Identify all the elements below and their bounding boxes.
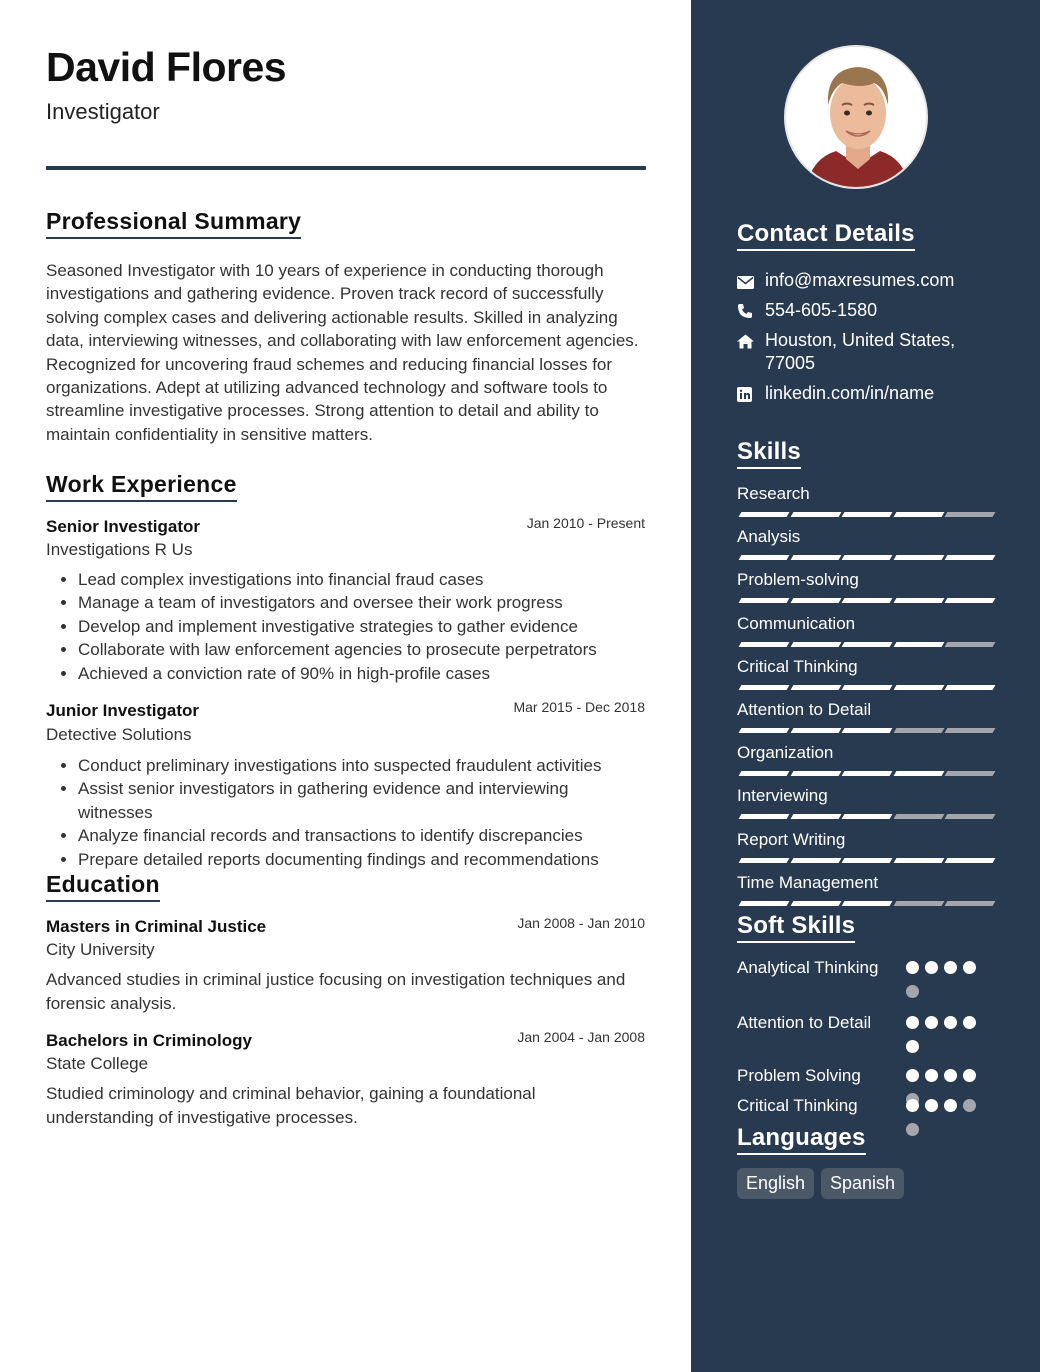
job-bullet: • Develop and implement investigative strategies to gather evidence xyxy=(78,615,648,638)
skill-level-segment xyxy=(945,858,996,863)
contact-linkedin[interactable] xyxy=(737,382,997,408)
job-bullet: • Conduct preliminary investigations into suspected fraudulent activities xyxy=(78,754,644,777)
skill-name: Communication xyxy=(737,613,856,633)
job-dates: Mar 2015 - Dec 2018 xyxy=(513,699,645,715)
job-company: Detective Solutions xyxy=(46,725,192,744)
skill-level-segment xyxy=(790,814,841,819)
skill-level-segment xyxy=(842,814,893,819)
soft-skill-dot xyxy=(906,961,919,974)
job-bullet: • Achieved a conviction rate of 90% in high-profile cases xyxy=(78,662,648,685)
job-bullet: • Lead complex investigations into financial fraud cases xyxy=(78,568,648,591)
job-bullets xyxy=(78,754,644,871)
edu-description: Advanced studies in criminal justice focusing on investigation techniques and forensic analysis. xyxy=(46,970,626,1013)
skill-level-segment xyxy=(842,858,893,863)
skill-level-segment xyxy=(945,598,996,603)
linkedin-icon xyxy=(737,382,765,408)
skill-level-segment xyxy=(945,512,996,517)
edu-dates: Jan 2008 - Jan 2010 xyxy=(517,915,645,931)
skill-name: Report Writing xyxy=(737,829,846,849)
skill-name: Organization xyxy=(737,743,834,763)
skill-level-segment xyxy=(945,685,996,690)
soft-skills-heading: Soft Skills xyxy=(737,912,855,943)
skill-level-segment xyxy=(790,858,841,863)
skill-level-segment xyxy=(842,901,893,906)
soft-skill-dot xyxy=(944,1016,957,1029)
skill-level-segment xyxy=(893,642,944,647)
skill-level-segment xyxy=(790,771,841,776)
skill-name: Interviewing xyxy=(737,786,828,806)
skill-level-segment xyxy=(739,685,790,690)
job-bullet: • Analyze financial records and transactions to identify discrepancies xyxy=(78,824,644,847)
skill-level-segment xyxy=(790,512,841,517)
skill-level-segment xyxy=(739,555,790,560)
summary-heading: Professional Summary xyxy=(46,208,301,239)
candidate-name: David Flores xyxy=(46,44,287,90)
language-pill: Spanish xyxy=(821,1168,904,1199)
home-icon xyxy=(737,329,765,375)
soft-skill-dot xyxy=(944,1099,957,1112)
summary-text: Seasoned Investigator with 10 years of experience in conducting thorough investigations and gathering evidence. Proven track record of successfully solving complex cases and delivering actionable results. Skilled in analyzing data, interviewing witnesses, and collaborating with law enforcement agencies. Recognized for uncovering fraud schemes and reducing financial losses for organizations. Adept at utilizing advanced technology and software tools to streamline investigative processes. Strong attention to detail and ability to maintain confidentiality in sensitive matters. xyxy=(46,261,639,444)
soft-skill-dot xyxy=(906,1016,919,1029)
languages-heading: Languages xyxy=(737,1124,866,1155)
skill-level-segment xyxy=(945,642,996,647)
skill-level-segment xyxy=(893,728,944,733)
contact-linkedin-text: linkedin.com/in/name xyxy=(765,383,935,403)
skill-level-segment xyxy=(739,814,790,819)
contact-heading: Contact Details xyxy=(737,220,915,251)
skill-level-segment xyxy=(842,598,893,603)
skill-level-segment xyxy=(945,728,996,733)
soft-skill-dot xyxy=(906,1123,919,1136)
soft-skill-dot xyxy=(925,1069,938,1082)
edu-school: City University xyxy=(46,940,155,959)
skills-heading: Skills xyxy=(737,438,801,469)
soft-skill-dot xyxy=(944,961,957,974)
skill-level-segment xyxy=(739,642,790,647)
job-company: Investigations R Us xyxy=(46,540,193,559)
soft-skill-dot xyxy=(906,985,919,998)
contact-email[interactable] xyxy=(737,269,997,295)
skill-level-segment xyxy=(893,901,944,906)
skill-level-bar xyxy=(737,814,993,820)
edu-degree: Bachelors in Criminology xyxy=(46,1031,252,1050)
soft-skill-dot xyxy=(963,1099,976,1112)
skill-level-bar xyxy=(737,642,993,648)
job-bullet: • Collaborate with law enforcement agencies to prosecute perpetrators xyxy=(78,638,648,661)
education-heading: Education xyxy=(46,871,160,902)
skill-level-segment xyxy=(893,858,944,863)
skill-name: Attention to Detail xyxy=(737,700,872,719)
edu-description: Studied criminology and criminal behavior, gaining a foundational understanding of investigative processes. xyxy=(46,1084,536,1127)
job-title: Junior Investigator xyxy=(46,701,200,720)
soft-skill-dot xyxy=(906,1069,919,1082)
skill-level-bar xyxy=(737,728,993,734)
edu-dates: Jan 2004 - Jan 2008 xyxy=(517,1029,645,1045)
skill-level-segment xyxy=(790,598,841,603)
contact-phone-text: 554-605-1580 xyxy=(765,300,878,320)
soft-skill-dot xyxy=(963,1069,976,1082)
job-bullet: • Assist senior investigators in gathering evidence and interviewing witnesses xyxy=(78,777,644,824)
skill-name: Critical Thinking xyxy=(737,656,858,676)
skill-name: Time Management xyxy=(737,872,879,892)
contact-address xyxy=(737,329,977,375)
soft-skill-dot xyxy=(963,961,976,974)
profile-photo-icon xyxy=(786,47,928,189)
skill-level-segment xyxy=(739,771,790,776)
skill-level-segment xyxy=(842,642,893,647)
skill-level-segment xyxy=(945,771,996,776)
skill-level-bar xyxy=(737,512,993,518)
skill-level-segment xyxy=(842,728,893,733)
contact-email-text: info@maxresumes.com xyxy=(765,270,955,290)
skill-level-segment xyxy=(790,642,841,647)
language-pill: English xyxy=(737,1168,814,1199)
edu-degree: Masters in Criminal Justice xyxy=(46,917,267,936)
skill-level-segment xyxy=(842,555,893,560)
skill-level-segment xyxy=(893,685,944,690)
soft-skill-dot xyxy=(906,1099,919,1112)
skill-name: Research xyxy=(737,484,810,503)
skill-level-segment xyxy=(945,814,996,819)
header-divider xyxy=(46,166,646,170)
skill-level-segment xyxy=(945,555,996,560)
soft-skill-dot xyxy=(925,961,938,974)
soft-skill-dot xyxy=(906,1040,919,1053)
skill-level-segment xyxy=(739,901,790,906)
skill-level-segment xyxy=(945,901,996,906)
soft-skill-dot xyxy=(963,1016,976,1029)
job-bullet: • Manage a team of investigators and oversee their work progress xyxy=(78,591,648,614)
soft-skill-name: Attention to Detail xyxy=(737,1013,872,1032)
contact-address-text: Houston, United States, 77005 xyxy=(765,330,956,373)
skill-level-segment xyxy=(893,598,944,603)
soft-skill-dot xyxy=(944,1069,957,1082)
skill-name: Problem-solving xyxy=(737,570,859,590)
skill-level-segment xyxy=(893,512,944,517)
skill-level-bar xyxy=(737,598,993,604)
job-title: Senior Investigator xyxy=(46,517,200,536)
skill-level-segment xyxy=(893,555,944,560)
skill-level-segment xyxy=(739,512,790,517)
envelope-icon xyxy=(737,269,765,295)
skill-level-segment xyxy=(893,771,944,776)
skill-level-bar xyxy=(737,858,993,864)
skill-level-segment xyxy=(842,685,893,690)
soft-skill-name: Problem Solving xyxy=(737,1066,861,1085)
skill-level-bar xyxy=(737,555,993,561)
job-bullets xyxy=(78,568,648,685)
skill-level-segment xyxy=(739,728,790,733)
edu-school: State College xyxy=(46,1054,149,1073)
candidate-role: Investigator xyxy=(46,99,160,124)
job-bullet: • Prepare detailed reports documenting findings and recommendations xyxy=(78,848,644,871)
skill-level-bar xyxy=(737,771,993,777)
phone-icon xyxy=(737,299,765,325)
contact-phone[interactable] xyxy=(737,299,997,325)
skill-level-segment xyxy=(790,901,841,906)
skill-name: Analysis xyxy=(737,527,801,547)
skill-level-segment xyxy=(790,555,841,560)
experience-heading: Work Experience xyxy=(46,471,237,502)
skill-level-segment xyxy=(893,814,944,819)
skill-level-segment xyxy=(842,512,893,517)
soft-skill-name: Critical Thinking xyxy=(737,1096,858,1115)
soft-skill-name: Analytical Thinking xyxy=(737,958,879,977)
skill-level-bar xyxy=(737,901,993,907)
skill-level-segment xyxy=(790,685,841,690)
skill-level-segment xyxy=(739,858,790,863)
soft-skill-dot xyxy=(925,1099,938,1112)
avatar xyxy=(784,45,928,189)
skill-level-bar xyxy=(737,685,993,691)
soft-skill-dot xyxy=(925,1016,938,1029)
skill-level-segment xyxy=(790,728,841,733)
skill-level-segment xyxy=(842,771,893,776)
job-dates: Jan 2010 - Present xyxy=(526,515,645,531)
skill-level-segment xyxy=(739,598,790,603)
